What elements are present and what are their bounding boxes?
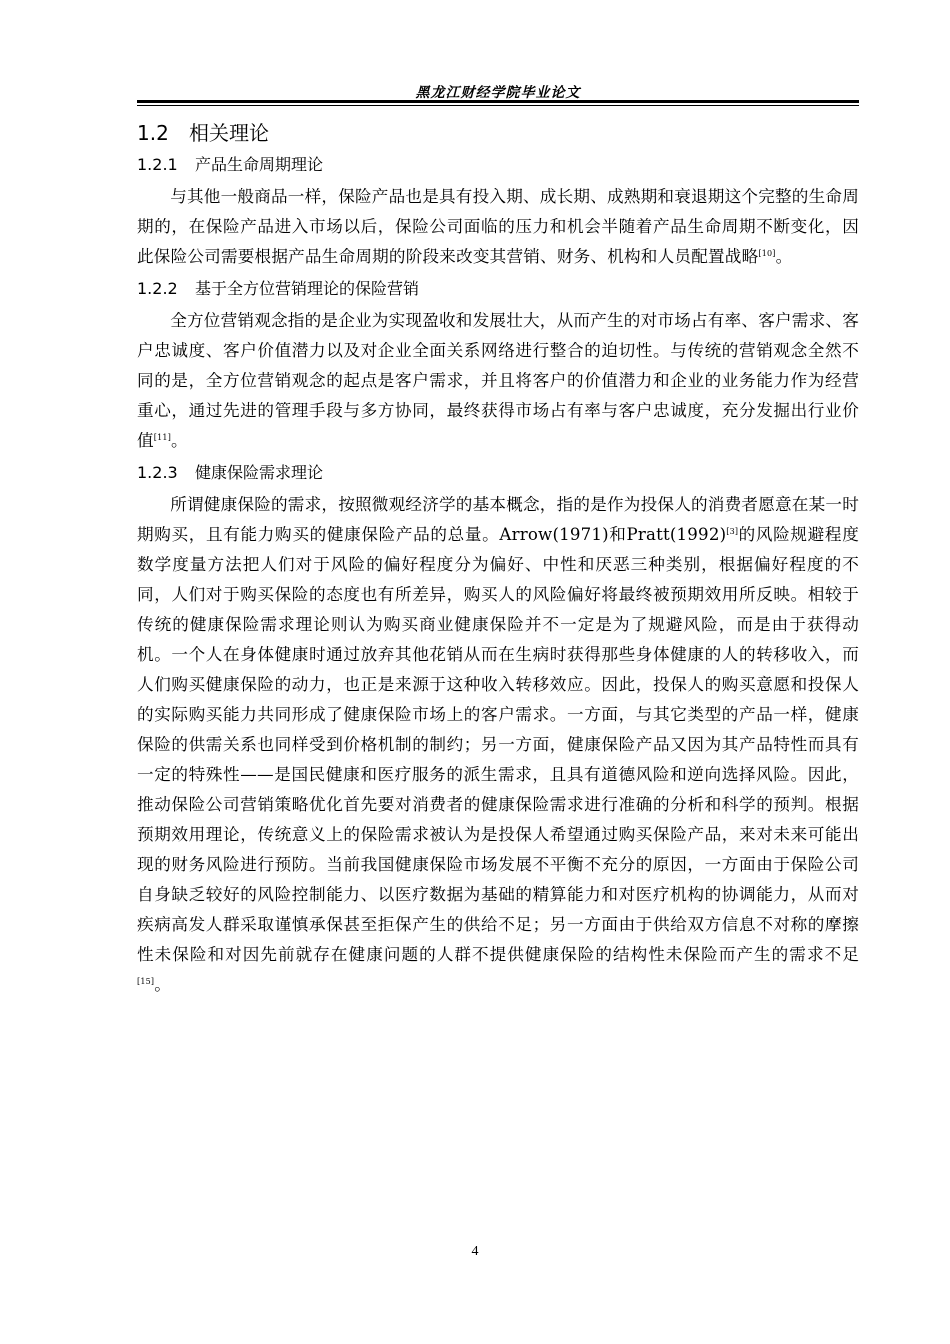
header-rule-thin [137, 105, 859, 106]
subsection-title: 健康保险需求理论 [195, 463, 324, 482]
section-title: 相关理论 [189, 121, 269, 145]
header-rule-thick [137, 100, 859, 103]
page-header [137, 78, 859, 106]
paragraph-text: 所谓健康保险的需求，按照微观经济学的基本概念，指的是作为投保人的消费者愿意在某一时期购买，且有能力购买的健康保险产品的总量。Arrow(1971)和Pratt(1992) [137, 495, 859, 544]
paragraph-text: 与其他一般商品一样，保险产品也是具有投入期、成长期、成熟期和衰退期这个完整的生命周期的，在保险产品进入市场以后，保险公司面临的压力和机会半随着产品生命周期不断变化，因此保险公司需要根据产品生命周期的阶段来改变其营销、财务、机构和人员配置战略 [137, 187, 859, 266]
subsection-number: 1.2.3 [137, 463, 178, 482]
paragraph-end: 。 [775, 247, 793, 266]
citation-ref: [11] [153, 433, 172, 442]
subsection-title: 产品生命周期理论 [195, 155, 324, 174]
citation-ref: [15] [137, 977, 155, 986]
subsection-number: 1.2.2 [137, 279, 178, 298]
citation-ref: [10] [758, 249, 776, 258]
paragraph-text-continued: 的风险规避程度数学度量方法把人们对于风险的偏好程度分为偏好、中性和厌恶三种类别，根据偏好程度的不同，人们对于购买保险的态度也有所差异，购买人的风险偏好将最终被预期效用所反映。相较于传统的健康保险需求理论则认为购买商业健康保险并不一定是为了规避风险，而是由于获得动机。一个人在身体健康时通过放弃其他花销从而在生病时获得那些身体健康的人的转移收入，而人们购买健康保险的动力，也正是来源于这种收入转移效应。因此，投保人的购买意愿和投保人的实际购买能力共同形成了健康保险市场上的客户需求。一方面，与其它类型的产品一样，健康保险的供需关系也同样受到价格机制的制约；另一方面，健康保险产品又因为其产品特性而具有一定的特殊性——是国民健康和医疗服务的派生需求，且具有道德风险和逆向选择风险。因此，推动保险公司营销策略优化首先要对消费者的健康保险需求进行准确的分析和科学的预判。根据预期效用理论，传统意义上的保险需求被认为是投保人希望通过购买保险产品，来对未来可能出现的财务风险进行预防。当前我国健康保险市场发展不平衡不充分的原因，一方面由于保险公司自身缺乏较好的风险控制能力、以医疗数据为基础的精算能力和对医疗机构的协调能力，从而对疾病高发人群采取谨慎承保甚至拒保产生的供给不足；另一方面由于供给双方信息不对称的摩擦性未保险和对因先前就存在健康问题的人群不提供健康保险的结构性未保险而产生的需求不足 [137, 525, 859, 964]
subsection-title: 基于全方位营销理论的保险营销 [195, 279, 420, 298]
subsection-heading [137, 274, 859, 304]
section-heading [137, 118, 859, 148]
header-title: 黑龙江财经学院毕业论文 [415, 85, 581, 101]
body-paragraph [137, 490, 859, 1000]
section-number: 1.2 [137, 121, 169, 145]
paragraph-end: 。 [154, 975, 172, 994]
citation-ref: [3] [726, 527, 739, 536]
subsection-heading [137, 458, 859, 488]
body-paragraph [137, 306, 859, 456]
page-body [137, 118, 859, 1000]
body-paragraph [137, 182, 859, 272]
page-number: 4 [471, 1244, 479, 1259]
subsection-heading [137, 150, 859, 180]
paragraph-text: 全方位营销观念指的是企业为实现盈收和发展壮大，从而产生的对市场占有率、客户需求、客户忠诚度、客户价值潜力以及对企业全面关系网络进行整合的迫切性。与传统的营销观念全然不同的是，全方位营销观念的起点是客户需求，并且将客户的价值潜力和企业的业务能力作为经营重心，通过先进的管理手段与多方协同，最终获得市场占有率与客户忠诚度，充分发掘出行业价值 [137, 311, 859, 450]
subsection-number: 1.2.1 [137, 155, 178, 174]
paragraph-end: 。 [171, 431, 188, 450]
